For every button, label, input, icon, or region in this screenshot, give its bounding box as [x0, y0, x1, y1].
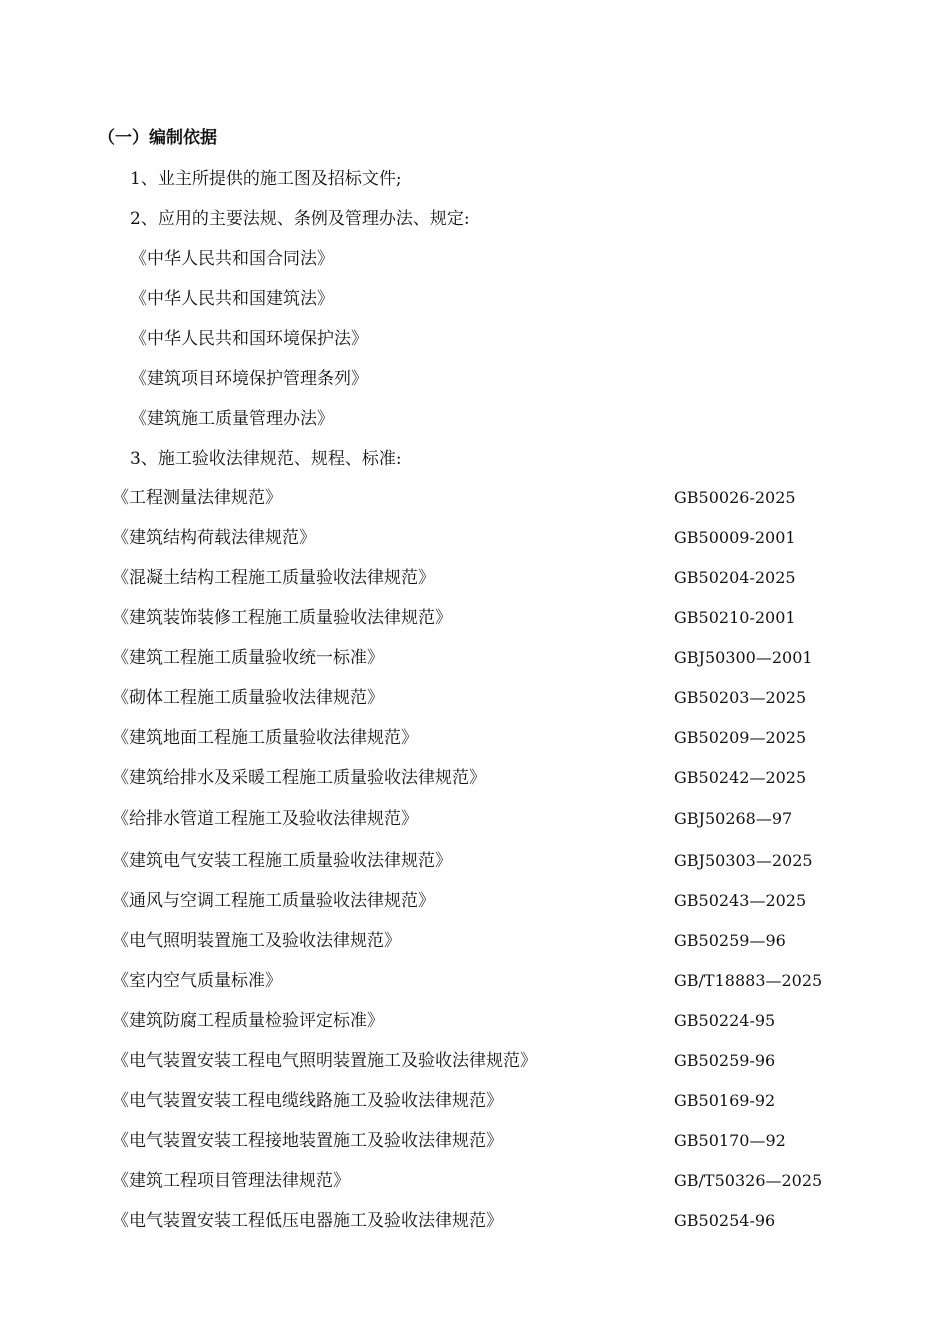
- standard-code: GB50169-92: [674, 1091, 776, 1110]
- standard-title: 《建筑地面工程施工质量验收法律规范》: [112, 728, 418, 748]
- standard-title: 《电气装置安装工程接地装置施工及验收法律规范》: [112, 1131, 503, 1151]
- standard-row: [112, 1129, 832, 1153]
- standard-code: GB50242—2025: [674, 768, 807, 787]
- standard-title: 《建筑工程项目管理法律规范》: [112, 1171, 350, 1191]
- standard-row: [112, 566, 832, 590]
- standard-title: 《电气装置安装工程低压电器施工及验收法律规范》: [112, 1211, 503, 1231]
- standard-title: 《建筑装饰装修工程施工质量验收法律规范》: [112, 608, 452, 628]
- standard-title: 《工程测量法律规范》: [112, 488, 282, 508]
- standard-code: GB50210-2001: [674, 608, 796, 627]
- standard-title: 《通风与空调工程施工质量验收法律规范》: [112, 891, 435, 911]
- standard-code: GBJ50300—2001: [674, 648, 813, 667]
- standards-heading: 3、施工验收法律规范、规程、标准:: [130, 449, 402, 469]
- law-item: 《中华人民共和国建筑法》: [130, 289, 334, 309]
- standard-title: 《建筑电气安装工程施工质量验收法律规范》: [112, 851, 452, 871]
- section-heading: （一）编制依据: [98, 128, 217, 148]
- standard-row: [112, 726, 832, 750]
- standard-code: GB50259-96: [674, 1051, 776, 1070]
- standard-code: GB50009-2001: [674, 528, 796, 547]
- standard-title: 《电气装置安装工程电气照明装置施工及验收法律规范》: [112, 1051, 537, 1071]
- standard-title: 《混凝土结构工程施工质量验收法律规范》: [112, 568, 435, 588]
- standard-title: 《建筑给排水及采暖工程施工质量验收法律规范》: [112, 768, 486, 788]
- standard-code: GB50224-95: [674, 1011, 776, 1030]
- standard-title: 《给排水管道工程施工及验收法律规范》: [112, 809, 418, 829]
- standard-code: GB50204-2025: [674, 568, 796, 587]
- law-item: 《建筑施工质量管理办法》: [130, 409, 334, 429]
- standard-row: [112, 1089, 832, 1113]
- standard-row: [112, 1169, 832, 1193]
- standard-row: [112, 929, 832, 953]
- standard-row: [112, 486, 832, 510]
- standard-code: GBJ50268—97: [674, 809, 793, 828]
- standard-row: [112, 807, 832, 831]
- standard-row: [112, 969, 832, 993]
- standard-code: GB50243—2025: [674, 891, 807, 910]
- standard-title: 《电气照明装置施工及验收法律规范》: [112, 931, 401, 951]
- standard-code: GBJ50303—2025: [674, 851, 813, 870]
- standard-title: 《建筑防腐工程质量检验评定标准》: [112, 1011, 384, 1031]
- standard-row: [112, 526, 832, 550]
- basis-item-1: 1、业主所提供的施工图及招标文件;: [130, 169, 402, 189]
- standard-code: GB50259—96: [674, 931, 786, 950]
- standard-code: GB/T18883—2025: [674, 971, 823, 990]
- standard-code: GB50203—2025: [674, 688, 807, 707]
- standard-code: GB50170—92: [674, 1131, 786, 1150]
- standard-row: [112, 1209, 832, 1233]
- standard-code: GB50026-2025: [674, 488, 796, 507]
- basis-item-2: 2、应用的主要法规、条例及管理办法、规定:: [130, 209, 470, 229]
- standard-title: 《电气装置安装工程电缆线路施工及验收法律规范》: [112, 1091, 503, 1111]
- standard-row: [112, 766, 832, 790]
- standard-code: GB50254-96: [674, 1211, 776, 1230]
- standard-row: [112, 849, 832, 873]
- standard-row: [112, 1009, 832, 1033]
- standard-code: GB50209—2025: [674, 728, 807, 747]
- law-item: 《建筑项目环境保护管理条列》: [130, 369, 368, 389]
- standard-row: [112, 646, 832, 670]
- standard-row: [112, 889, 832, 913]
- law-item: 《中华人民共和国合同法》: [130, 249, 334, 269]
- law-item: 《中华人民共和国环境保护法》: [130, 329, 368, 349]
- standard-code: GB/T50326—2025: [674, 1171, 823, 1190]
- standard-row: [112, 1049, 832, 1073]
- standard-title: 《室内空气质量标准》: [112, 971, 282, 991]
- standard-row: [112, 606, 832, 630]
- standard-title: 《砌体工程施工质量验收法律规范》: [112, 688, 384, 708]
- standard-title: 《建筑结构荷载法律规范》: [112, 528, 316, 548]
- standard-row: [112, 686, 832, 710]
- standard-title: 《建筑工程施工质量验收统一标准》: [112, 648, 384, 668]
